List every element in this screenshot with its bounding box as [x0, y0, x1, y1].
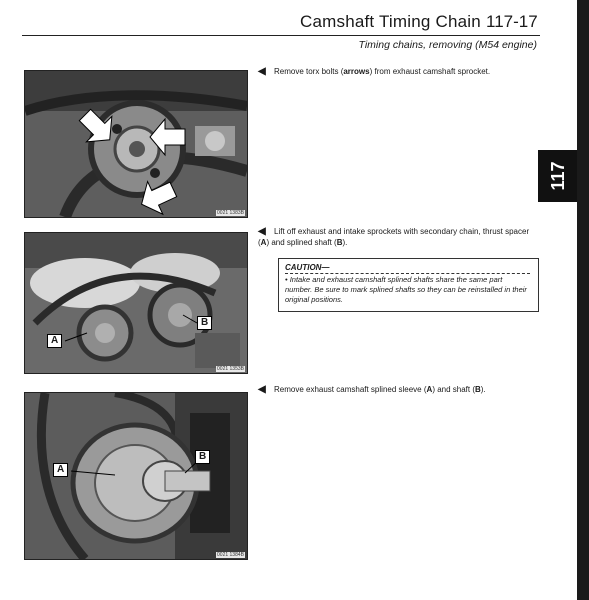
step-remove-torx-bolts: ◀ Remove torx bolts (arrows) from exhaust camshaft sprocket.	[258, 66, 491, 77]
scan-edge	[577, 0, 589, 600]
photo-splined-sleeve	[24, 392, 248, 560]
header-rule	[22, 35, 540, 36]
engine-photo-1	[25, 71, 247, 217]
caution-text: • Intake and exhaust camshaft splined shafts share the same part number. Be sure to mark splined shafts so they can be reinstalled in their original positions.	[285, 275, 527, 304]
callout-b: B	[195, 450, 210, 464]
caution-box	[278, 258, 539, 312]
callout-b: B	[197, 316, 212, 330]
page-title: Camshaft Timing Chain	[300, 12, 481, 31]
step-remove-splined-sleeve: ◀ Remove exhaust camshaft splined sleeve (A) and shaft (B).	[258, 384, 486, 395]
caution-rule	[285, 273, 530, 274]
engine-photo-2	[25, 233, 247, 373]
step-lift-sprockets: ◀ Lift off exhaust and intake sprockets with secondary chain, thrust spacer (A) and splined shaft (B).	[258, 226, 530, 247]
photo-caption: 0021 1353B	[217, 366, 244, 372]
caution-title: CAUTION—	[285, 263, 330, 272]
photo-caption: 0021 1383B	[217, 210, 244, 216]
section-tab-label: 117	[547, 161, 568, 191]
left-arrow-icon: ◀	[258, 66, 266, 77]
photo-exhaust-sprocket	[24, 70, 248, 218]
photo-sprockets-chain	[24, 232, 248, 374]
callout-a: A	[47, 334, 62, 348]
left-arrow-icon: ◀	[258, 226, 266, 237]
left-arrow-icon: ◀	[258, 384, 266, 395]
page-number: 117-17	[486, 12, 538, 31]
section-subtitle: Timing chains, removing (M54 engine)	[358, 39, 537, 51]
callout-a: A	[53, 463, 68, 477]
photo-caption: 0021 1384B	[217, 552, 244, 558]
